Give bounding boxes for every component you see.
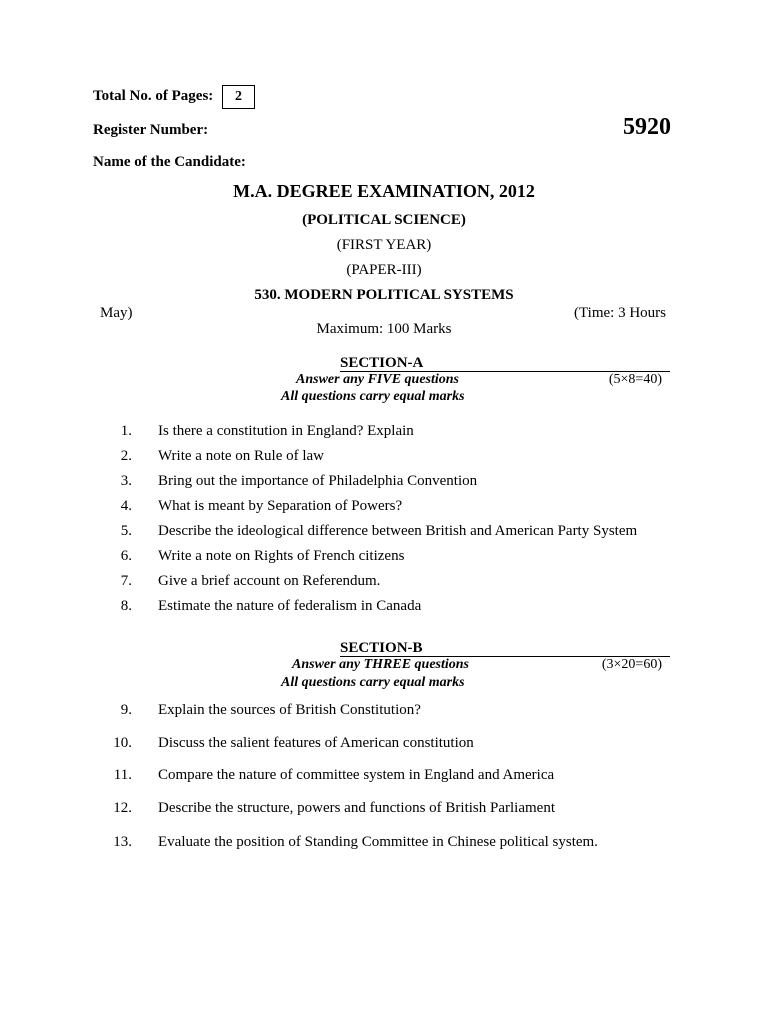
question-text: Give a brief account on Referendum. bbox=[158, 573, 381, 589]
course-title: 530. MODERN POLITICAL SYSTEMS bbox=[254, 287, 514, 303]
total-pages-label: Total No. of Pages: bbox=[93, 88, 214, 104]
question-number: 8. bbox=[120, 598, 132, 614]
question-text: Is there a constitution in England? Explain bbox=[158, 423, 414, 439]
question-number: 13. bbox=[113, 834, 132, 850]
question-text: Describe the structure, powers and functions of British Parliament bbox=[158, 800, 555, 816]
section-a-instruction: Answer any FIVE questions bbox=[296, 372, 459, 387]
question-number: 2. bbox=[120, 448, 132, 464]
question-number: 5. bbox=[120, 523, 132, 539]
time-allowed: (Time: 3 Hours bbox=[574, 305, 666, 321]
section-b-title: SECTION-B bbox=[340, 640, 670, 657]
year: (FIRST YEAR) bbox=[336, 237, 432, 253]
question-text: Write a note on Rights of French citizens bbox=[158, 548, 405, 564]
section-a-title: SECTION-A bbox=[340, 355, 670, 372]
paper: (PAPER-III) bbox=[346, 262, 422, 278]
question-text: Explain the sources of British Constitution? bbox=[158, 702, 421, 718]
section-b-instruction: Answer any THREE questions bbox=[292, 657, 469, 672]
question-text: Discuss the salient features of American constitution bbox=[158, 735, 474, 751]
question-number: 10. bbox=[113, 735, 132, 751]
question-number: 11. bbox=[113, 767, 132, 783]
question-number: 9. bbox=[120, 702, 132, 718]
question-text: Compare the nature of committee system in England and America bbox=[158, 767, 555, 783]
question-number: 3. bbox=[120, 473, 132, 489]
session: May) bbox=[100, 305, 133, 321]
question-text: Write a note on Rule of law bbox=[158, 448, 325, 464]
section-a-marks: (5×8=40) bbox=[608, 372, 662, 387]
question-number: 12. bbox=[113, 800, 132, 816]
exam-title: M.A. DEGREE EXAMINATION, 2012 bbox=[233, 181, 535, 201]
question-text: Describe the ideological difference between British and American Party System bbox=[158, 523, 638, 539]
question-number: 4. bbox=[120, 498, 132, 514]
question-text: Evaluate the position of Standing Committee in Chinese political system. bbox=[158, 834, 598, 850]
register-number-label: Register Number: bbox=[93, 122, 209, 138]
subject: (POLITICAL SCIENCE) bbox=[302, 212, 466, 228]
total-pages-value: 2 bbox=[222, 85, 255, 109]
question-number: 1. bbox=[120, 423, 132, 439]
candidate-name-label: Name of the Candidate: bbox=[93, 154, 246, 170]
question-number: 6. bbox=[120, 548, 132, 564]
maximum-marks: Maximum: 100 Marks bbox=[316, 321, 452, 337]
section-b-note: All questions carry equal marks bbox=[281, 675, 465, 690]
question-text: Estimate the nature of federalism in Canada bbox=[158, 598, 422, 614]
section-b-marks: (3×20=60) bbox=[601, 657, 662, 672]
section-a-note: All questions carry equal marks bbox=[281, 389, 465, 404]
question-text: What is meant by Separation of Powers? bbox=[158, 498, 403, 514]
question-text: Bring out the importance of Philadelphia Convention bbox=[158, 473, 478, 489]
question-number: 7. bbox=[120, 573, 132, 589]
paper-code: 5920 bbox=[623, 114, 671, 140]
